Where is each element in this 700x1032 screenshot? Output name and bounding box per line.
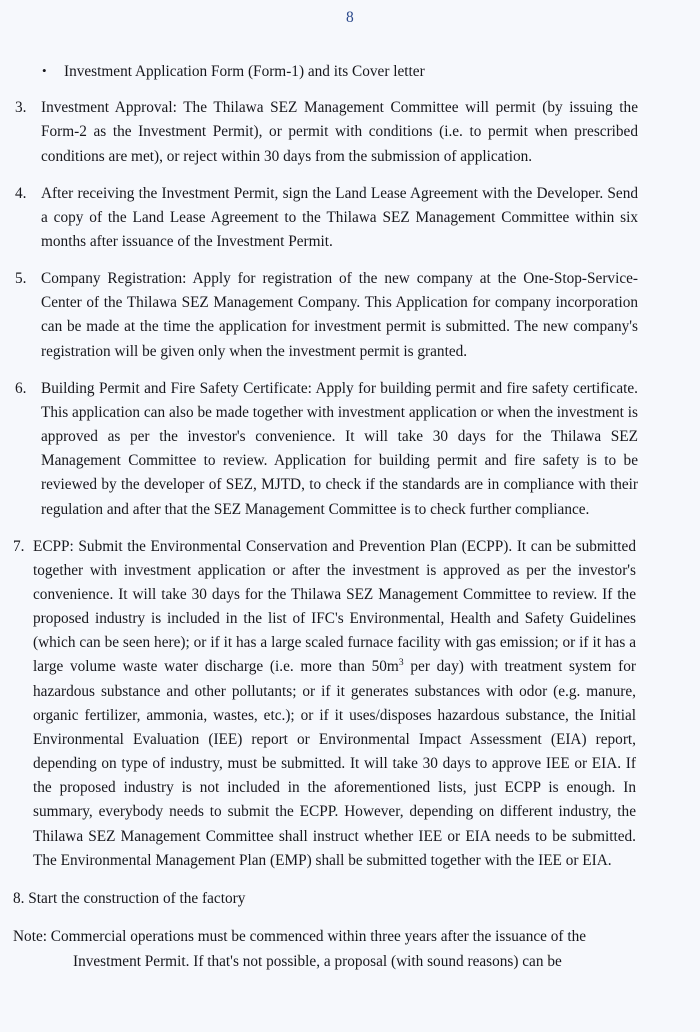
list-marker-4: 4. bbox=[15, 184, 27, 202]
list-item-text-6: Building Permit and Fire Safety Certificate: Apply for building permit and fire safety certificate. This application can also be made together with investment application or when the investment is approved as per the investor's convenience. It will take 30 days for the Thilawa SEZ Management Committee to review. Application for building permit and fire safety is to be reviewed by the developer of SEZ, MJTD, to check if the standards are in compliance with their regulation and after that the SEZ Management Committee is to check further compliance. bbox=[41, 379, 638, 518]
bullet-point-icon: • bbox=[42, 62, 47, 78]
numbered-list-item-7 bbox=[0, 535, 668, 873]
note-line-2: Investment Permit. If that's not possible, a proposal (with sound reasons) can be bbox=[73, 952, 562, 970]
numbered-list-item-5 bbox=[0, 267, 668, 364]
note-paragraph bbox=[0, 925, 668, 975]
list-item-text-4: After receiving the Investment Permit, sign the Land Lease Agreement with the Developer. Send a copy of the Land Lease Agreement to the Thilawa SEZ Management Committee within six months after issuance of the Investment Permit. bbox=[41, 184, 638, 250]
bullet-list-item bbox=[0, 60, 668, 84]
list-item-text-7 bbox=[33, 535, 636, 873]
list-marker-6: 6. bbox=[15, 379, 27, 397]
numbered-list-item-4 bbox=[0, 182, 668, 254]
list-marker-3: 3. bbox=[15, 99, 27, 117]
numbered-list-item-8: 8. Start the construction of the factory bbox=[13, 889, 246, 907]
bullet-list-item-text: Investment Application Form (Form-1) and its Cover letter bbox=[64, 62, 425, 80]
list-item-text-3: Investment Approval: The Thilawa SEZ Management Committee will permit (by issuing the Form-2 as the Investment Permit), or permit with conditions (i.e. to permit when prescribed conditions are met), or reject within 30 days from the submission of application. bbox=[41, 99, 638, 165]
list-marker-7: 7. bbox=[13, 537, 25, 555]
list-marker-5: 5. bbox=[15, 270, 27, 288]
list-item-text-5: Company Registration: Apply for registration of the new company at the One-Stop-Service-Center of the Thilawa SEZ Management Company. This Application for company incorporation can be made at the time the application for investment permit is submitted. The new company's registration will be given only when the investment permit is granted. bbox=[41, 270, 638, 360]
list-item-text-7-part1: ECPP: Submit the Environmental Conservation and Prevention Plan (ECPP). It can be submitted together with investment application or after the investment is approved as per the investor's convenience. It will take 30 days for the Thilawa SEZ Management Committee to review. If the proposed industry is included in the list of IFC's Environmental, Health and Safety Guidelines (which can be seen here); or if it has a large scaled furnace facility with gas emission; or if it has a large volume waste water discharge (i.e. more than 50m bbox=[33, 537, 636, 676]
cubic-meter-superscript: 3 bbox=[398, 657, 404, 669]
page-content bbox=[0, 60, 700, 975]
page-number: 8 bbox=[346, 9, 354, 26]
numbered-list-item-3 bbox=[0, 96, 668, 168]
numbered-list-item-6 bbox=[0, 377, 668, 522]
note-line-1: Note: Commercial operations must be commenced within three years after the issuance of the bbox=[13, 928, 587, 946]
list-item-text-7-part2: per day) with treatment system for hazardous substance and other pollutants; or if it generates substances with odor (e.g. manure, organic fertilizer, ammonia, wastes, etc.); or if it uses/disposes hazardous substance, the Initial Environmental Evaluation (IEE) report or Environmental Impact Assessment (EIA) report, depending on type of industry, must be submitted. It will take 30 days to approve IEE or EIA. If the proposed industry is not included in the aforementioned lists, just ECPP is enough. In summary, everybody needs to submit the ECPP. However, depending on different industry, the Thilawa SEZ Management Committee shall instruct whether IEE or EIA needs to be submitted. The Environmental Management Plan (EMP) shall be submitted together with the IEE or EIA. bbox=[33, 658, 636, 869]
